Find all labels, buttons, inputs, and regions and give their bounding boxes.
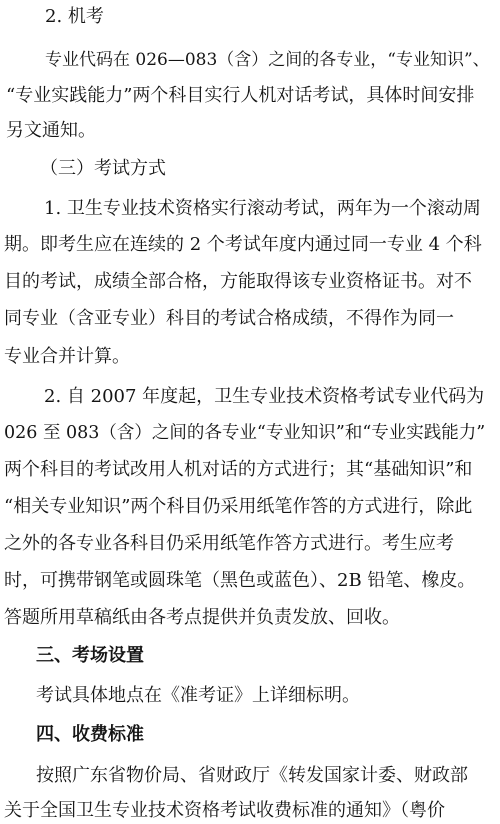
text-line: 专业合并计算。 xyxy=(4,346,130,367)
text-line: 另文通知。 xyxy=(6,120,96,141)
text-line: 关于全国卫生专业技术资格考试收费标准的通知》（粤价 xyxy=(4,800,445,821)
text-line: 026 至 083（含）之间的各专业“专业知识”和“专业实践能力” xyxy=(4,423,486,443)
text-line: 按照广东省物价局、省财政厅《转发国家计委、财政部 xyxy=(36,765,468,786)
text-line: 2. 自 2007 年度起，卫生专业技术资格考试专业代码为 xyxy=(44,386,485,407)
section-heading-exam-method: （三）考试方式 xyxy=(40,158,166,179)
text-line: 期。即考生应在连续的 2 个考试年度内通过同一专业 4 个科 xyxy=(4,234,482,255)
text-line: 专业代码在 026—083（含）之间的各专业，“专业知识”、 xyxy=(45,50,490,70)
subsection-heading-computer-exam: 2. 机考 xyxy=(45,6,104,27)
text-line: 同专业（含亚专业）科目的考试合格成绩，不得作为同一 xyxy=(4,308,454,329)
text-line: 两个科目的考试改用人机对话的方式进行；其“基础知识”和 xyxy=(4,459,473,480)
section-heading-venue: 三、考场设置 xyxy=(36,645,144,666)
text-line: “相关专业知识”两个科目仍采用纸笔作答的方式进行，除此 xyxy=(4,496,473,517)
text-line: 1. 卫生专业技术资格实行滚动考试，两年为一个滚动周 xyxy=(44,198,481,219)
text-line: 目的考试，成绩全部合格，方能取得该专业资格证书。对不 xyxy=(4,271,472,292)
text-line: 之外的各专业各科目仍采用纸笔作答方式进行。考生应考 xyxy=(4,533,454,554)
text-line: 答题所用草稿纸由各考点提供并负责发放、回收。 xyxy=(4,607,400,628)
section-heading-fees: 四、收费标准 xyxy=(36,724,144,745)
text-line: 时，可携带钢笔或圆珠笔（黑色或蓝色）、2B 铅笔、橡皮。 xyxy=(4,570,476,591)
text-line: “专业实践能力”两个科目实行人机对话考试，具体时间安排 xyxy=(6,85,475,106)
text-line: 考试具体地点在《准考证》上详细标明。 xyxy=(36,685,360,706)
